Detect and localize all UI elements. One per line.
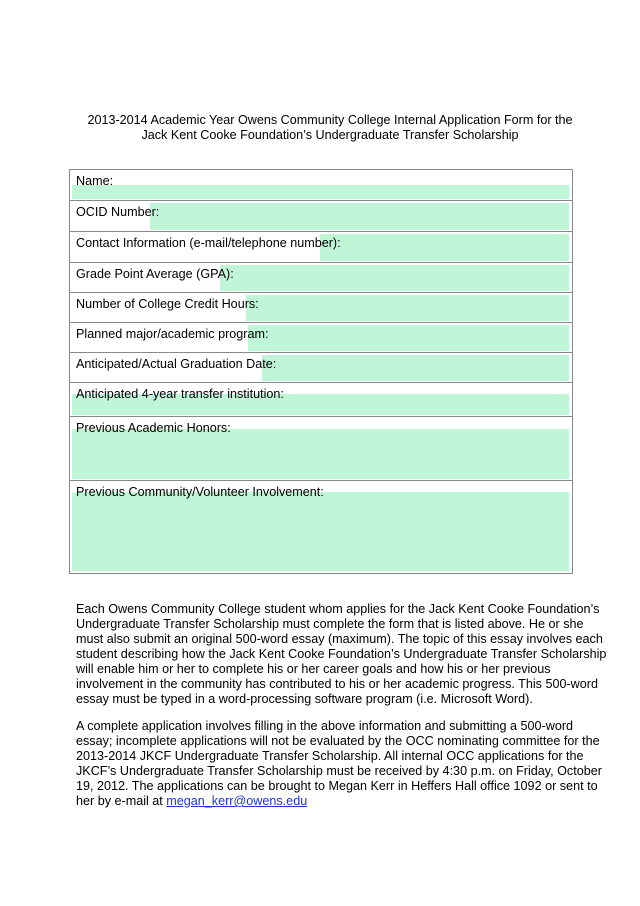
row-volunteer xyxy=(70,481,572,573)
row-honors xyxy=(70,417,572,481)
label-graduation: Anticipated/Actual Graduation Date: xyxy=(76,357,277,371)
credit-hours-field[interactable] xyxy=(246,295,569,321)
row-ocid xyxy=(70,201,572,232)
row-credit-hours xyxy=(70,293,572,323)
name-field[interactable] xyxy=(72,185,569,199)
form-title xyxy=(70,113,590,143)
label-name: Name: xyxy=(76,174,114,188)
instructions-paragraph: Each Owens Community College student whom applies for the Jack Kent Cooke Foundation’s Undergraduate Transfer Scholarship must complete the form that is listed above. He or she must also submit an original 500-word essay (maximum). The topic of this essay involves each student describing how the Jack Kent Cooke Foundation’s Undergraduate Transfer Scholarship will enable him or her to complete his or her career goals and how his or her previous involvement in the community has contributed to his or her academic progress. This 500-word essay must be typed in a word-processing software program (i.e. Microsoft Word). xyxy=(76,602,607,706)
label-honors: Previous Academic Honors: xyxy=(76,421,231,435)
row-contact xyxy=(70,232,572,263)
graduation-date-field[interactable] xyxy=(262,355,569,381)
submission-paragraph xyxy=(76,719,612,809)
row-name xyxy=(70,170,572,201)
label-transfer-institution: Anticipated 4-year transfer institution: xyxy=(76,387,284,401)
email-link[interactable]: megan_kerr@owens.edu xyxy=(166,794,308,808)
major-program-field[interactable] xyxy=(248,325,569,351)
row-graduation xyxy=(70,353,572,383)
academic-honors-field[interactable] xyxy=(72,429,569,479)
label-volunteer: Previous Community/Volunteer Involvement: xyxy=(76,485,324,499)
volunteer-involvement-field[interactable] xyxy=(72,492,569,571)
label-major: Planned major/academic program: xyxy=(76,327,269,341)
row-gpa xyxy=(70,263,572,293)
row-transfer-institution xyxy=(70,383,572,417)
label-contact: Contact Information (e-mail/telephone number): xyxy=(76,236,341,250)
contact-information-field[interactable] xyxy=(320,234,569,261)
submission-text: A complete application involves filling in the above information and submitting a 500-word essay; incomplete applications will not be evaluated by the OCC nominating committee for the 2013-2014 JKCF Undergraduate Transfer Scholarship. All internal OCC applications for the JKCF’s Undergraduate Transfer Scholarship must be received by 4:30 p.m. on Friday, October 19, 2012. The applications can be brought to Megan Kerr in Heffers Hall office 1092 or sent to her by e-mail at xyxy=(76,719,602,808)
form-title-line1: 2013-2014 Academic Year Owens Community College Internal Application Form for the xyxy=(87,113,573,127)
row-major xyxy=(70,323,572,353)
label-ocid: OCID Number: xyxy=(76,205,160,219)
label-gpa: Grade Point Average (GPA): xyxy=(76,267,234,281)
gpa-field[interactable] xyxy=(220,265,569,291)
ocid-number-field[interactable] xyxy=(150,203,569,230)
form-title-line2: Jack Kent Cooke Foundation’s Undergraduate Transfer Scholarship xyxy=(141,128,519,142)
application-form xyxy=(69,169,573,574)
label-credit-hours: Number of College Credit Hours: xyxy=(76,297,259,311)
